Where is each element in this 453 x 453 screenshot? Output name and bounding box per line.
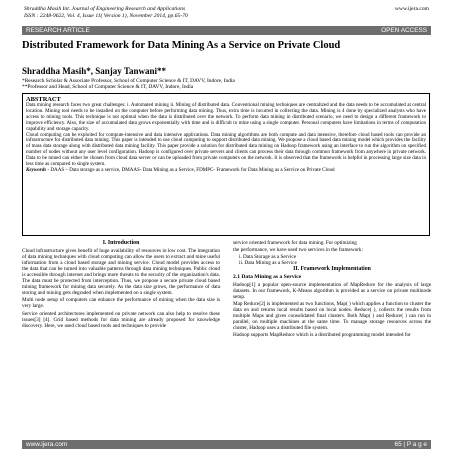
abstract-paragraph-1: Data mining research faces two great challenges: i. Automated mining ii. Mining of distributed data. Conventional mining techniques are centralized and the data needs to be accumulated at central location. Mining tool needs to be installed on the computer before performing data mining. Thus, extra time is incurred in collecting the data. Mining is 4 done by specialized analysts who have access to mining tools. This technique is not optimal when the data is distributed over the network. To perform data mining in distributed scenario, we need to design a different framework to improve efficiency. Also, the size of accumulated data grows exponentially with time and is difficult to mine using a single computer. Personal computers have limitations in terms of computation capability and storage capacity.	[26, 102, 426, 132]
footer-band	[22, 440, 431, 449]
intro-paragraph-3: Service oriented architectures implemented on private network can also help to resolve these issues[3] [4]. Grid based methods for data mining are already proposed for knowledge discovery. Here, we used cloud based tools and techniques to provide	[22, 310, 220, 329]
keywords-text: - DAAS – Data storage as a service, DMAAS- Data Mining as a Service, FDMPC- Framework for Data Mining as a Service on Private Cloud	[46, 166, 335, 173]
list-item: ii. Data Mining as a Service	[239, 260, 297, 267]
abstract-heading: ABSTRACT	[26, 96, 61, 103]
right-paragraph-1: service oriented framework for data mining. For optimizing	[233, 240, 357, 246]
journal-url[interactable]: www.ijera.com	[394, 6, 429, 12]
paper-title: Distributed Framework for Data Mining As a Service on Private Cloud	[22, 40, 341, 51]
affiliation-1: *Research Scholar & Associate Professor, School of Computer Science & IT, DAVV, Indore, India	[22, 78, 235, 84]
keywords	[26, 168, 426, 174]
journal-citation: Shraddha Masih Int. Journal of Engineering Research and Applications	[24, 6, 186, 12]
section-framework-heading: II. Framework Implementation	[293, 266, 371, 273]
journal-issn: ISSN : 2248-9622, Vol. 4, Issue 11( Version 1), November 2014, pp.65-70	[24, 12, 188, 19]
abstract-paragraph-2: Cloud computing can be exploited for compute-intensive and data intensive applications. Data mining algorithms are both compute and data intensive, therefore cloud based tools can provide an infrastructure for distributed data mining. This paper is intended to use cloud computing to support distributed data mining. We propose a cloud based data mining model which provides the facility of mass data storage along with distributed data mining facility. This paper provide a solution for distributed data mining on Hadoop framework using an interface to run the algorithm on specified number of nodes without any user level configuration. Hadoop is configured over private servers and clients can process their data through common framework from anywhere in private network. Data to be mined can either be chosen from cloud data server or can be uploaded from private computers on the network. It is observed that the framework is helpful in processing large size data in less time as compared to single system.	[26, 131, 426, 167]
open-access-label: OPEN ACCESS	[381, 27, 427, 34]
right-paragraph-2: the performance, we have used two services in the framework:	[233, 247, 363, 254]
list-item: i. Data Storage as a Service	[239, 254, 297, 261]
footer-url[interactable]: www.ijera.com	[26, 441, 68, 448]
research-article-label: RESEARCH ARTICLE	[26, 27, 90, 34]
keywords-label: Keywords	[26, 166, 47, 173]
intro-paragraph-2: Multi node setup of computers can enhance the performance of mining when the data size is very large.	[22, 297, 220, 310]
intro-paragraph-1: Cloud infrastructure gives benefit of huge availability of resources in low cost. The integration of data mining techniques with cloud computing can allow the users to extract and mine useful information from a cloud based storage and mining service. Cloud model provides access to the data that can be turned into valuable patterns through data mining techniques. Public cloud is accessible through internet and brings more threats to the security of the organization's data. The data must be protected from interception. Thus, we propose a secure private cloud based mining framework for mining data securely. As the data size grows, the performance of data storing and mining gets degraded when implemented on a single system.	[22, 247, 220, 297]
left-column	[22, 240, 220, 330]
right-column	[233, 240, 431, 339]
abstract-box	[22, 93, 430, 236]
page-number: 65 | P a g e	[394, 441, 427, 448]
paper-authors: Shraddha Masih*, Sanjay Tanwani**	[22, 66, 167, 76]
journal-header	[24, 6, 429, 19]
right-paragraph-3: Hadoop[1] a popular open-source implementation of MapReduce for the analysis of large datasets. In our framework, K-Means algorithm is provided as a service on private multinode setup.	[233, 281, 431, 300]
author-affiliations	[22, 78, 422, 91]
right-paragraph-4: Map Reduce[2] is implemented as two functions, Map( ) which applies a function to cluster the data on and returns local results based on local nodes. Reduce( ), collects the results from multiple Maps and gives consolidated final clusters. Both Map( ) and Reduce( ) can run in parallel, on multiple machines at the same time. To manage storage resources across the cluster, Hadoop uses a distributed file system.	[233, 300, 431, 332]
section-introduction-heading: I. Introduction	[102, 240, 140, 246]
right-paragraph-5: Hadoop supports MapReduce which is a distributed programming model intended for	[233, 332, 411, 339]
article-type-band	[22, 26, 431, 35]
affiliation-2: **Professor and Head, School of Computer Science & IT, DAVV, Indore, India	[22, 84, 194, 91]
subsection-dmaas-heading: 2.1 Data Mining as a Service	[233, 274, 302, 281]
